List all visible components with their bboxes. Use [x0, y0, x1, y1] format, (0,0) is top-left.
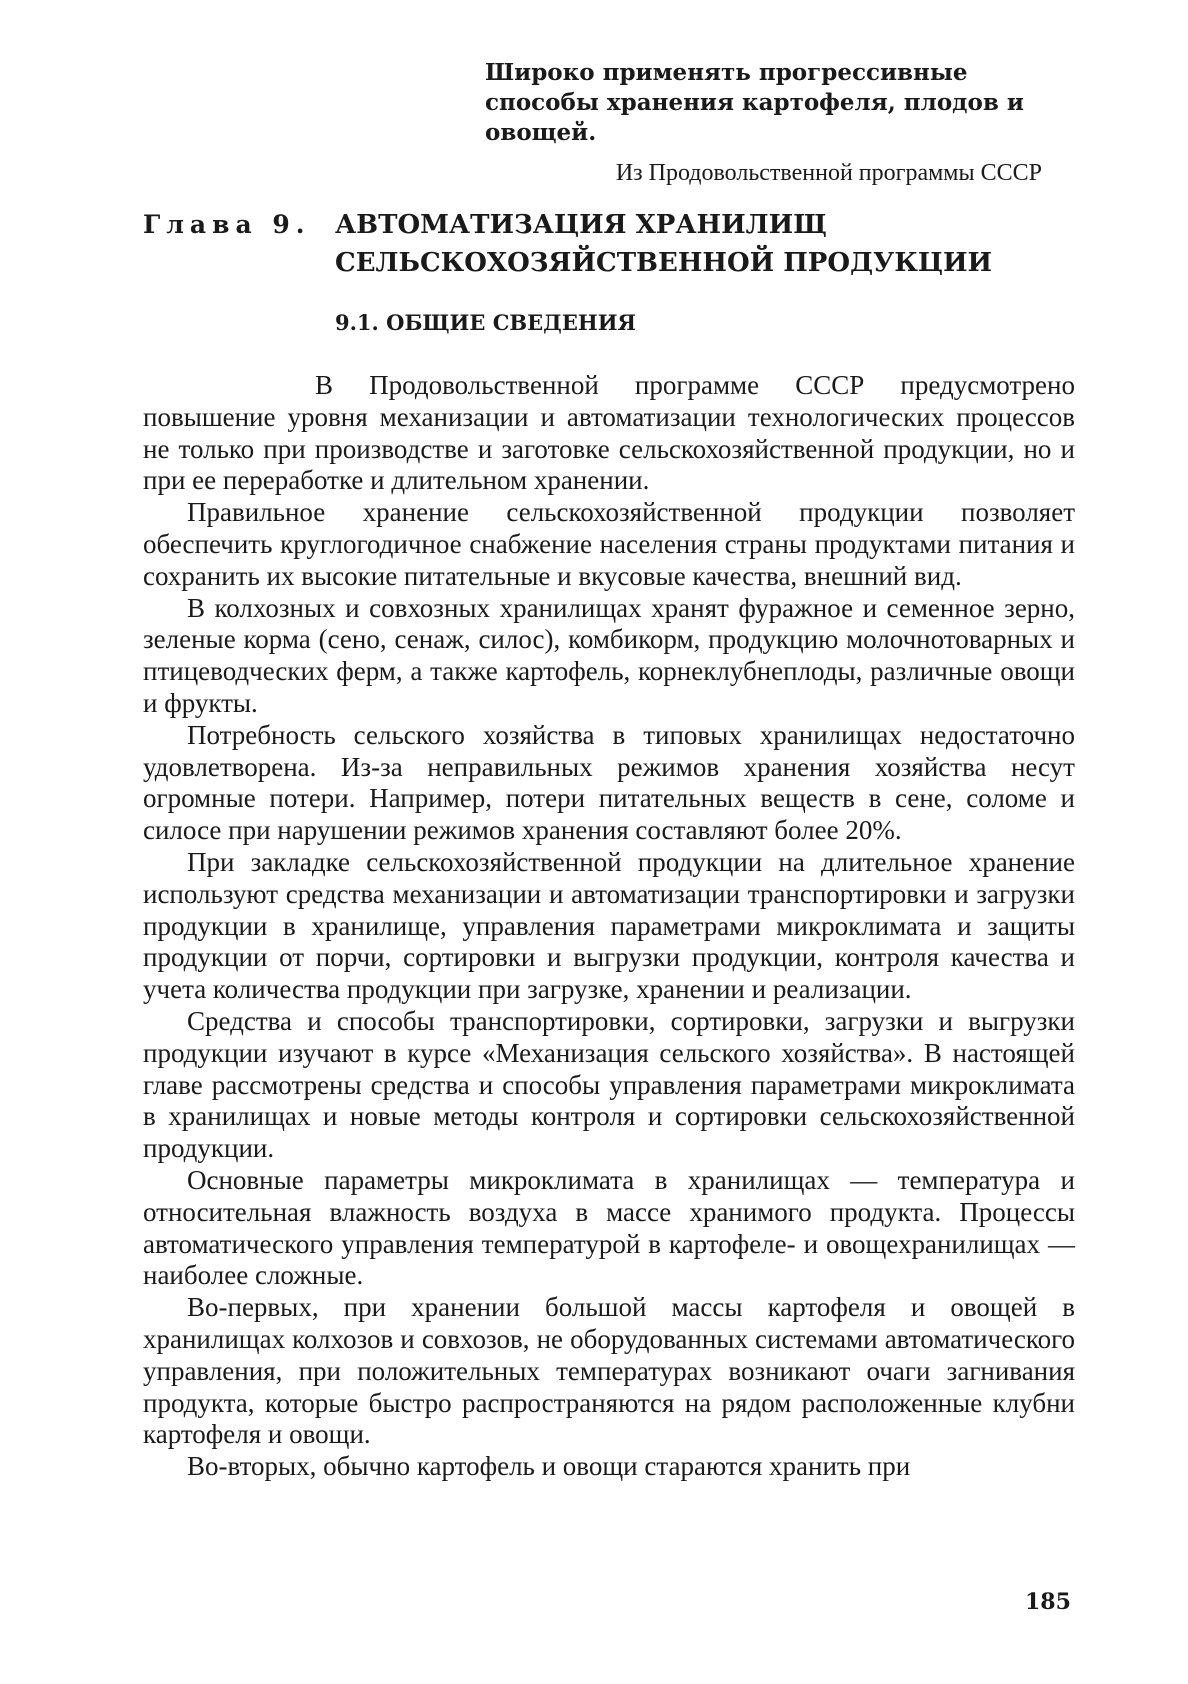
- chapter-title: АВТОМАТИЗАЦИЯ ХРАНИЛИЩ СЕЛЬСКОХОЗЯЙСТВЕННОЙ ПРОДУКЦИИ: [335, 210, 993, 278]
- paragraph: Во-вторых, обычно картофель и овощи стараются хранить при: [187, 1451, 911, 1482]
- epigraph-quote: Широко применять прогрессивные способы хранения картофеля, плодов и овощей.: [485, 59, 1024, 146]
- paragraph: Правильное хранение сельскохозяйственной продукции позволяет обеспечить круглогодичное снабжение населения страны продуктами питания и сохранить их высокие питательные и вкусовые качества, внешний вид.: [143, 497, 1075, 591]
- body-text: [143, 370, 1075, 1483]
- section-title: 9.1. ОБЩИЕ СВЕДЕНИЯ: [335, 310, 637, 335]
- paragraph: При закладке сельскохозяйственной продукции на длительное хранение используют средства механизации и автоматизации транспортировки и загрузки продукции в хранилище, управления параметрами микроклимата и защиты продукции от порчи, сортировки и выгрузки продукции, контроля качества и учета количества продукции при загрузке, хранении и реализации.: [143, 846, 1075, 1005]
- paragraph: Во-первых, при хранении большой массы картофеля и овощей в хранилищах колхозов и совхозов, не оборудованных системами автоматического управления, при положительных температурах возникают очаги загнивания продукта, которые быстро распространяются на рядом расположенные клубни картофеля и овощи.: [143, 1292, 1075, 1450]
- paragraph: Основные параметры микроклимата в хранилищах — температура и относительная влажность воздуха в массе хранимого продукта. Процессы автоматического управления температурой в картофеле- и овощехранилищах — наиболее сложные.: [143, 1164, 1075, 1291]
- epigraph: [485, 58, 1075, 188]
- paragraph: Средства и способы транспортировки, сортировки, загрузки и выгрузки продукции изучают в курсе «Механизация сельского хозяйства». В настоящей главе рассмотрены средства и способы управления параметрами микроклимата в хранилищах и новые методы контроля и сортировки сельскохозяйственной продукции.: [143, 1005, 1075, 1164]
- chapter-label: Глава 9.: [143, 210, 311, 239]
- paragraph: В колхозных и совхозных хранилищах хранят фуражное и семенное зерно, зеленые корма (сено, сенаж, силос), комбикорм, продукцию молочнотоварных и птицеводческих ферм, а также картофель, корнеклубнеплоды, различные овощи и фрукты.: [143, 592, 1075, 718]
- page-number: 185: [1025, 1589, 1071, 1615]
- epigraph-source: Из Продовольственной программы СССР: [615, 160, 1042, 186]
- paragraph: В Продовольственной программе СССР предусмотрено повышение уровня механизации и автоматизации технологических процессов не только при производстве и заготовке сельскохозяйственной продукции, но и при ее переработке и длительном хранении.: [143, 370, 1075, 496]
- paragraph: Потребность сельского хозяйства в типовых хранилищах недостаточно удовлетворена. Из-за неправильных режимов хранения хозяйства несут огромные потери. Например, потери питательных веществ в сене, соломе и силосе при нарушении режимов хранения составляют более 20%.: [143, 719, 1075, 846]
